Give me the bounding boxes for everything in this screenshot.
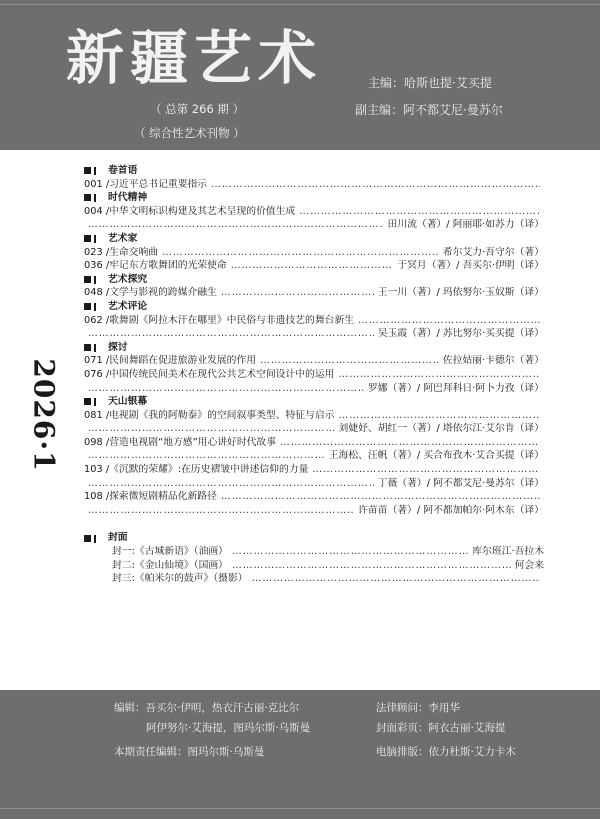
leader-dots <box>252 572 540 586</box>
leader-dots <box>358 314 540 328</box>
leader-dots <box>232 559 511 573</box>
article-author: 王海松、汪帆（著）/ 买合布孜木·艾合买提（译） <box>328 450 544 462</box>
section-heading <box>84 191 544 205</box>
section-heading <box>84 232 544 246</box>
section-title: 探讨 <box>108 341 128 353</box>
article-author: 希尔艾力·吾守尔（著） <box>442 246 544 258</box>
page-number: 071 / <box>84 355 110 367</box>
section-heading <box>84 273 544 287</box>
issue-number: （ 总第 266 期 ） <box>150 102 245 116</box>
section-marker-icon <box>84 275 98 284</box>
leader-dots <box>88 218 384 232</box>
masthead <box>0 0 600 150</box>
leader-dots <box>88 422 335 436</box>
bottom-rule <box>0 808 600 809</box>
article-title: 电视剧《我的阿勒泰》的空间叙事类型、特征与启示 <box>109 409 335 421</box>
leader-dots <box>88 382 364 396</box>
article-title: 歌舞剧《阿拉木汗在哪里》中民俗与非遗技艺的舞台新生 <box>109 314 355 326</box>
credits-footer <box>0 690 600 819</box>
section-title: 时代精神 <box>108 192 148 204</box>
typesetting: 电脑排版：依力杜斯·艾力卡木 <box>376 746 516 758</box>
section-title: 卷首语 <box>108 165 138 176</box>
cover-artwork-title: 封一:《古城新语》（油画） <box>112 546 228 558</box>
leader-dots <box>211 178 540 192</box>
article-title: 生命交响曲 <box>109 246 159 258</box>
cover-color-pages: 封面彩页：阿衣古丽·艾海提 <box>376 722 506 734</box>
leader-dots <box>338 409 540 423</box>
leader-dots <box>312 463 540 477</box>
leader-dots <box>162 246 439 260</box>
toc-entry-continuation <box>84 218 544 232</box>
page-number: 108 / <box>84 491 110 503</box>
article-title: 中国传统民间美术在现代公共艺术空间设计中的运用 <box>109 368 335 380</box>
toc-entry-continuation <box>84 327 544 341</box>
article-title: 中华文明标识构建及其艺术呈现的价值生成 <box>109 205 296 217</box>
cover-entry <box>84 559 544 573</box>
leader-dots <box>338 368 540 382</box>
section-title: 天山银幕 <box>108 396 148 408</box>
section-marker-icon <box>84 234 98 243</box>
page-number: 103 / <box>84 464 110 476</box>
toc-entry <box>84 463 544 477</box>
toc-entry <box>84 286 544 300</box>
table-of-contents <box>84 164 544 586</box>
page-number: 098 / <box>84 436 110 448</box>
editors-line-1: 编辑：吾买尔·伊明，热衣汗古丽·克比尔 <box>114 702 300 714</box>
leader-dots <box>260 354 439 368</box>
article-author: 刘婕妤、胡红一（著）/ 塔依尔江·艾尔肯（译） <box>338 423 544 435</box>
magazine-type: （ 综合性艺术刊物 ） <box>134 126 245 140</box>
section-title: 封面 <box>108 532 128 544</box>
page-number: 062 / <box>84 314 110 326</box>
page-number: 036 / <box>84 260 110 272</box>
section-heading <box>84 164 544 178</box>
toc-entry-continuation <box>84 504 544 518</box>
issue-year: 2026·1 <box>27 358 61 472</box>
issue-year-vertical <box>27 358 61 472</box>
legal-adviser: 法律顾问：李用华 <box>376 702 460 714</box>
article-title: 习近平总书记重要指示 <box>109 178 208 190</box>
cover-artwork-title: 封二:《金山仙境》（国画） <box>112 559 228 571</box>
toc-entry <box>84 436 544 450</box>
page-number: 081 / <box>84 409 110 421</box>
section-marker-icon <box>84 397 98 406</box>
leader-dots <box>231 259 394 273</box>
article-author: 罗娜（著）/ 阿巴拜科日·阿卜力孜（译） <box>367 382 544 394</box>
toc-entry <box>84 409 544 423</box>
page-number: 004 / <box>84 205 110 217</box>
section-marker-icon <box>84 343 98 352</box>
toc-entry <box>84 205 544 219</box>
toc-entry <box>84 354 544 368</box>
page-number: 023 / <box>84 246 110 258</box>
leader-dots <box>88 504 354 518</box>
page-number: 001 / <box>84 178 110 190</box>
toc-entry <box>84 259 544 273</box>
article-title: 《沉默的荣耀》:在历史褶皱中讲述信仰的力量 <box>109 464 309 476</box>
toc-entry-continuation <box>84 477 544 491</box>
editors-line-2: 阿伊努尔·艾海提，图玛尔斯·乌斯曼 <box>146 722 311 734</box>
toc-entry-continuation <box>84 422 544 436</box>
leader-dots <box>299 205 540 219</box>
cover-artist: 何会来 <box>514 559 544 571</box>
spacer <box>84 517 544 531</box>
article-author: 吴玉霞（著）/ 苏比努尔·买买提（译） <box>377 328 544 340</box>
section-heading <box>84 395 544 409</box>
article-author: 田川流（著）/ 阿丽耶·如苏力（译） <box>387 219 544 231</box>
toc-entry <box>84 246 544 260</box>
article-title: 文学与影视的跨媒介融生 <box>109 287 217 299</box>
leader-dots <box>280 436 540 450</box>
section-marker-icon <box>84 302 98 311</box>
chief-editor: 主编：哈斯也提·艾买提 <box>368 76 492 90</box>
section-marker-icon <box>84 166 98 175</box>
top-rule <box>0 4 600 5</box>
leader-dots <box>88 449 325 463</box>
article-author: 许苗苗（著）/ 阿不都加帕尔·阿木东（译） <box>358 504 544 516</box>
article-author: 于冥月（著）/ 吾买尔·伊明（译） <box>397 260 544 272</box>
section-heading <box>84 341 544 355</box>
toc-entry-continuation <box>84 449 544 463</box>
toc-entry <box>84 178 544 192</box>
toc-entry <box>84 368 544 382</box>
cover-entry <box>84 545 544 559</box>
page-number: 076 / <box>84 368 110 380</box>
leader-dots <box>221 286 374 300</box>
leader-dots <box>88 327 374 341</box>
cover-entry <box>84 572 544 586</box>
article-author: 佐拉姑丽·卡德尔（著） <box>442 355 544 367</box>
article-title: 探索微短剧精品化新路径 <box>109 491 217 503</box>
section-title: 艺术评论 <box>108 300 148 312</box>
page-number: 048 / <box>84 287 110 299</box>
article-author: 王一川（著）/ 玛依努尔·玉奴斯（译） <box>377 287 544 299</box>
article-author: 丁薇（著）/ 阿不都艾尼·曼苏尔（译） <box>377 477 544 489</box>
leader-dots <box>232 545 468 559</box>
section-heading <box>84 300 544 314</box>
toc-entry <box>84 314 544 328</box>
section-title: 艺术家 <box>108 232 138 244</box>
cover-artist: 库尔班江·吾拉木 <box>472 546 544 558</box>
magazine-title: 新疆艺术 <box>66 24 323 92</box>
section-marker-icon <box>84 193 98 202</box>
section-title: 艺术探究 <box>108 273 148 285</box>
article-title: 牢记东方歌舞团的光荣使命 <box>109 260 227 272</box>
toc-entry <box>84 490 544 504</box>
responsible-editor: 本期责任编辑：图玛尔斯·乌斯曼 <box>114 746 265 758</box>
cover-artwork-title: 封三:《帕米尔的鼓声》（摄影） <box>112 573 248 585</box>
article-title: 民间舞蹈在促进旅游业发展的作用 <box>109 355 257 367</box>
leader-dots <box>88 477 374 491</box>
section-marker-icon <box>84 534 98 543</box>
deputy-editor: 副主编：阿不都艾尼·曼苏尔 <box>355 103 503 117</box>
article-title: 营造电视剧“地方感”用心讲好时代故事 <box>109 436 277 448</box>
section-heading <box>84 531 544 545</box>
toc-entry-continuation <box>84 382 544 396</box>
leader-dots <box>221 490 540 504</box>
